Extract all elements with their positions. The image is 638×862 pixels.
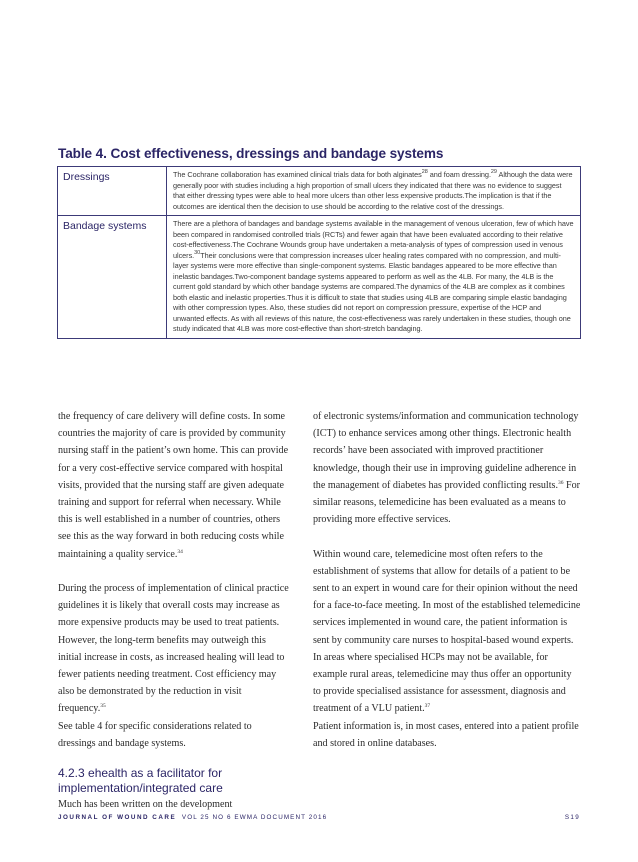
left-column: [58, 408, 290, 813]
right-paragraph-2: [313, 546, 581, 752]
citation-29: 29: [490, 169, 497, 175]
left-paragraph-1-text: the frequency of care delivery will define costs. In some countries the majority of care is provided by community nursing staff in the patient’s own home. This can provide for a very cost-effective service compared with hospital visits, provided that the nursing staff are given adequate training and support for referral when necessary. While this is well established in a number of countries, others see this as the way forward in both reducing costs while maintaining a quality service.: [58, 411, 289, 560]
left-paragraph-1: [58, 408, 290, 563]
bandage-text-a: There are a plethora of bandages and bandage systems available in the management of venous ulceration, few of which have been compared in randomised controlled trials (RCTs) and fewer again that have been evaluated according to their relative cost-effectiveness.The Cochrane Wounds group have undertaken a meta-analysis of types of compression used in venous ulcers.: [173, 219, 574, 260]
right-column: [313, 408, 581, 752]
row-header-dressings: Dressings: [58, 167, 167, 216]
right-paragraph-1-text: of electronic systems/information and communication technology (ICT) to enhance services among other things. Electronic health records’ have been associated with improved practitioner knowledge, though their use in improving guideline adherence in the management of diabetes has provided conflicting results.: [313, 411, 579, 491]
page-footer: [58, 814, 580, 826]
left-paragraph-2: [58, 580, 290, 752]
left-paragraph-2-tail: See table 4 for specific considerations related to dressings and bandage systems.: [58, 720, 252, 749]
citation-30: 30: [194, 249, 201, 256]
footer-issue-info: VOL 25 NO 6 EWMA DOCUMENT 2016: [181, 814, 328, 821]
dressings-text-c: Although the data were generally poor with studies including a high proportion of small ulcers they indicated that there was no evidence to suggest that either dressing types were able to heal more ulcers than other less expensive products.The implication is that if the outcomes are identical then the decision to use should be according to the relative cost of the dressings.: [173, 170, 573, 211]
section-heading-ehealth: 4.2.3 ehealth as a facilitator for implementation/integrated care: [58, 766, 223, 795]
citation-36: 36: [557, 479, 564, 486]
dressings-text-b: and foam dressing.: [427, 170, 491, 179]
table-title: Table 4. Cost effectiveness, dressings and bandage systems: [58, 146, 444, 161]
table-row-bandage-systems: [58, 216, 581, 339]
row-header-bandage-systems: Bandage systems: [58, 216, 167, 339]
row-content-bandage-systems: [167, 216, 581, 339]
right-paragraph-2-tail: Patient information is, in most cases, entered into a patient profile and stored in online databases.: [313, 720, 579, 749]
citation-35: 35: [100, 703, 106, 710]
dressings-text-a: The Cochrane collaboration has examined clinical trials data for both alginates: [173, 170, 422, 179]
right-paragraph-1-tail: For similar reasons, telemedicine has been evaluated as a means to providing more effective services.: [313, 479, 581, 526]
cost-effectiveness-table: [57, 166, 581, 339]
table-row-dressings: [58, 167, 581, 216]
left-paragraph-2-text: During the process of implementation of clinical practice guidelines it is likely that overall costs may increase as more expensive products may be used to treat patients. However, the long-term benefits may outweigh this initial increase in costs, as increased healing will lead to fewer patients needing treatment. Cost efficiency may also be demonstrated by the reduction in visit frequency.: [58, 583, 289, 715]
right-paragraph-2-text: Within wound care, telemedicine most often refers to the establishment of systems that allow for details of a patient to be sent to an expert in wound care for their opinion without the need for a face-to-face meeting. In most of the established telemedicine services implemented in wound care, the patient information is sent by community care nurses to hospital-based wound experts. In areas where specialised HCPs may not be available, for example rural areas, telemedicine may thus offer an opportunity to provide specialised assistance for assessment, diagnosis and treatment of a VLU patient.: [313, 548, 581, 715]
citation-28: 28: [421, 169, 428, 175]
left-paragraph-3: Much has been written on the development: [58, 799, 233, 811]
bandage-text-b: Their conclusions were that compression increases ulcer healing rates compared with no compression, and multi-layer systems were more effective than single-component systems. Elastic bandages appeared to be more effective than inelastic bandages.Two-component bandage systems appeared to perform as well as the 4LB. For many, the 4LB is the current gold standard by which other bandage systems are compared.The dynamics of the 4LB are complex as it combines both elastic and inelastic properties.Thus it is difficult to state that studies using 4LB are comparing simple elastic bandaging with other compression types. Also, these studies did not report on compression pressure, expertise of the HCP and unwanted effects. As with all reviews of this nature, the cost-effectiveness was rarely undertaken in these studies, though one study indicated that 4LB was more cost-effective than short-stretch bandaging.: [173, 250, 571, 333]
row-content-dressings: [167, 167, 581, 216]
right-paragraph-1: [313, 408, 581, 528]
page-number: S19: [564, 814, 580, 821]
citation-34: 34: [177, 548, 183, 555]
footer-journal-name: JOURNAL OF WOUND CARE: [58, 814, 177, 821]
citation-37: 37: [424, 703, 431, 710]
